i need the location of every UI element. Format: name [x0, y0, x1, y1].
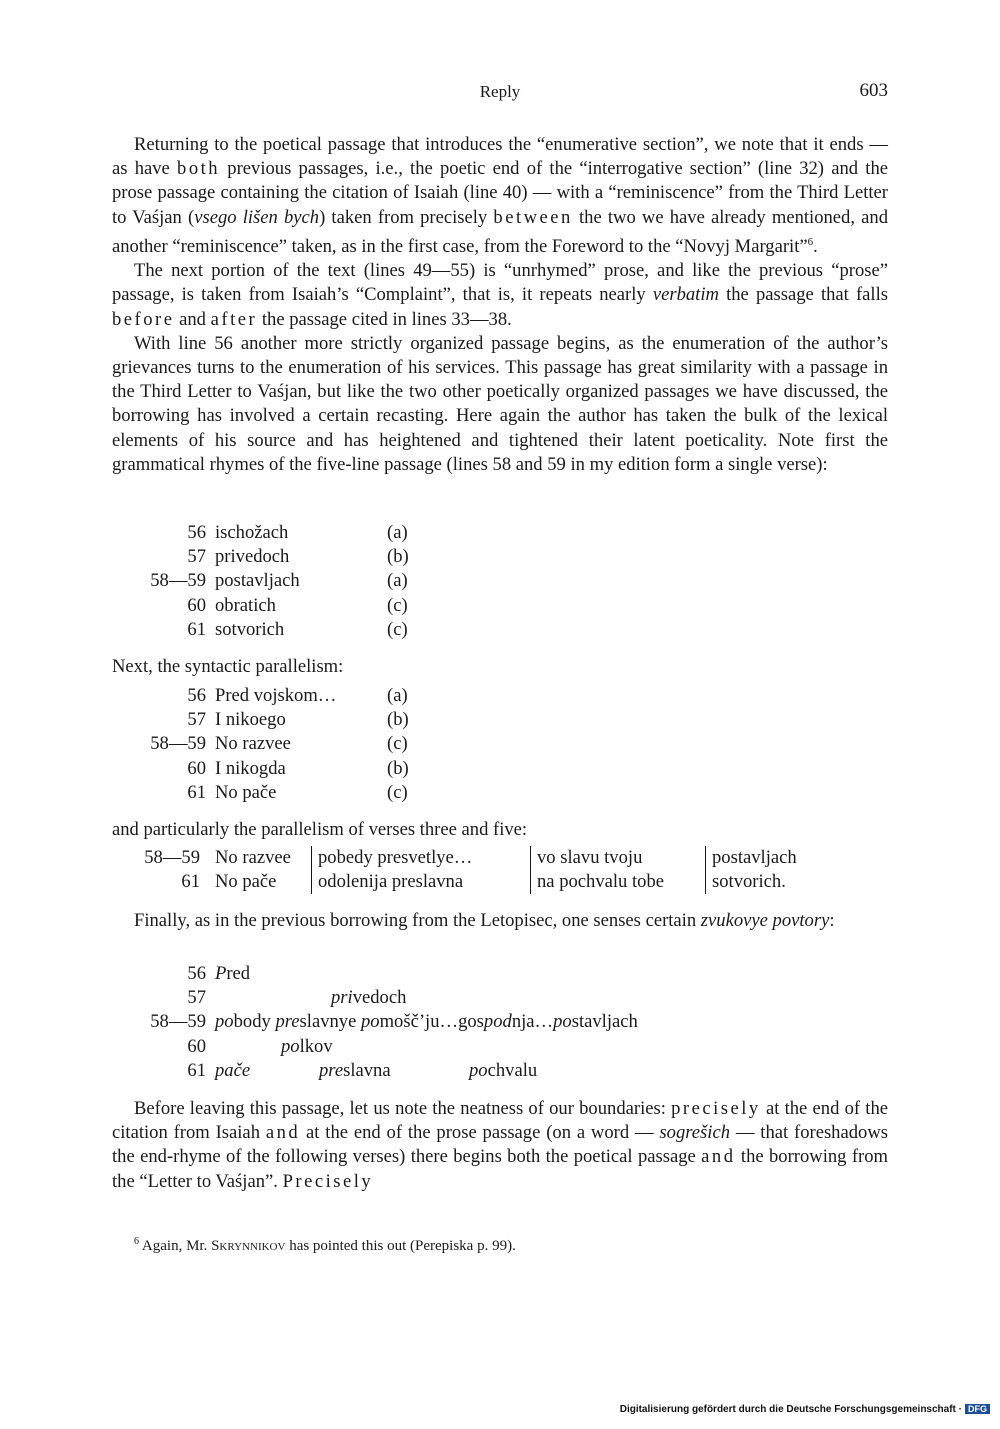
footnote: $^6$ Again, Mr. Skrynnikov has pointed this out (Perepiska p. 99). — [134, 1236, 516, 1254]
paragraph-5: and particularly the parallelism of verses three and five: — [112, 819, 528, 840]
syntax-row: 58—59 No razvee (c) — [150, 733, 408, 755]
text-block-5 — [112, 1097, 888, 1194]
text-block-1 — [112, 133, 888, 477]
syntax-row: 60 I nikogda (b) — [187, 757, 409, 779]
running-head — [112, 80, 888, 106]
rhyme-row: 56 ischožach (a) — [187, 522, 408, 543]
syntax-table — [112, 684, 409, 805]
digitization-credit: Digitalisierung gefördert durch die Deutsche Forschungsgemeinschaft · DFG — [620, 1404, 990, 1415]
syntax-list — [112, 684, 432, 805]
paragraph-4: Next, the syntactic parallelism: — [112, 656, 344, 677]
parallel-row: 61 No pače odolenija preslavna na pochvalu tobe sotvorich. — [112, 870, 803, 894]
text-block-3 — [112, 818, 888, 842]
rhyme-row: 58—59 postavljach (a) — [150, 570, 408, 592]
sound-table — [112, 962, 638, 1083]
sound-row: 58—59 pobody preslavnye pomošč’ju…gospodnja…postavljach — [150, 1011, 638, 1033]
text-block-2 — [112, 655, 888, 679]
page-number: 603 — [859, 80, 888, 101]
sound-row: 57 privedoch — [187, 987, 407, 1009]
parallel-list — [112, 846, 852, 894]
footnote-ref: 6 — [807, 235, 814, 248]
parallel-table — [112, 846, 803, 894]
sound-row: 61 pače preslavna pochvalu — [187, 1059, 538, 1081]
rhyme-row: 60 obratich (c) — [187, 594, 408, 616]
paragraph-2: The next portion of the text (lines 49—55) is “unrhymed” prose, and like the previous “prose” passage, is taken from Isaiah’s “Complaint”, that is, it repeats nearly verbatim the passage that falls before and after the passage cited in lines 33—38. — [112, 260, 888, 330]
paragraph-6: Finally, as in the previous borrowing from the Letopisec, one senses certain zvukovye povtory: — [134, 910, 835, 931]
paragraph-7: Before leaving this passage, let us note the neatness of our boundaries: precisely at the end of the citation from Isaiah and at the end of the prose passage (on a word — sogrešich — that foreshadows the end-rhyme of the following verses) there begins both the poetical passage and the borrowing from the “Letter to Vaśjan”. Precisely — [112, 1098, 888, 1192]
paragraph-3: With line 56 another more strictly organized passage begins, as the enumeration of the author’s grievances turns to the enumeration of his services. This passage has great similarity with a passage in the Third Letter to Vaśjan, but like the two other poetically organized passages we have discussed, the borrowing has involved a certain recasting. Here again the author has taken the bulk of the lexical elements of his source and has heightened and tightened their latent poeticality. Note first the grammatical rhymes of the five-line passage (lines 58 and 59 in my edition form a single verse): — [112, 332, 888, 475]
rhyme-row: 61 sotvorich (c) — [187, 618, 408, 640]
sound-row: 60 polkov — [187, 1035, 333, 1057]
sound-row: 56 Pred — [187, 963, 251, 984]
dfg-logo: DFG — [965, 1404, 990, 1414]
rhyme-table — [112, 521, 409, 642]
rhyme-list — [112, 521, 432, 642]
parallel-row: 58—59 No razvee pobedy presvetlye… vo slavu tvoju postavljach — [112, 846, 803, 870]
text-block-4 — [112, 909, 888, 933]
syntax-row: 56 Pred vojskom… (a) — [187, 685, 408, 706]
sound-list — [112, 962, 792, 1083]
footnote-mark: 6 — [134, 1236, 139, 1247]
paragraph-1: Returning to the poetical passage that introduces the “enumerative section”, we note that it ends — as have both previous passages, i.e., the poetic end of the “interrogative section” (line 32) and the prose passage containing the citation of Isaiah (line 40) — with a “reminiscence” from the Third Letter to Vaśjan (vsego lišen bych) taken from precisely between the two we have already mentioned, and another “reminiscence” taken, as in the first case, from the Foreword to the “Novyj Margarit”$^6$. — [112, 134, 888, 257]
syntax-row: 61 No pače (c) — [187, 781, 408, 803]
rhyme-row: 57 privedoch (b) — [187, 546, 409, 568]
running-title: Reply — [479, 82, 521, 101]
syntax-row: 57 I nikoego (b) — [187, 709, 409, 731]
